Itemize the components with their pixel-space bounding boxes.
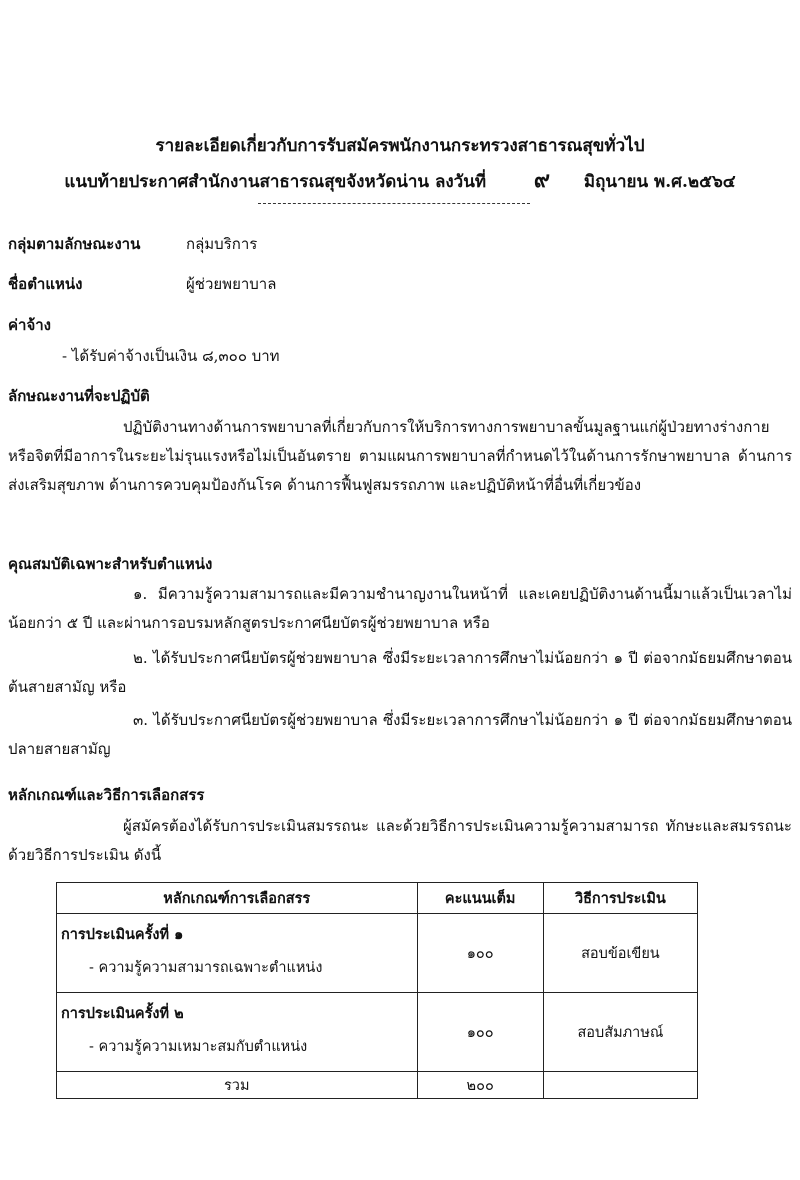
qualifications-heading: คุณสมบัติเฉพาะสำหรับตำแหน่ง xyxy=(8,555,213,573)
field-value: กลุ่มบริการ xyxy=(186,235,258,253)
field-label: ชื่อตำแหน่ง xyxy=(8,275,83,293)
field-label: กลุ่มตามลักษณะงาน xyxy=(8,235,141,253)
duties-heading: ลักษณะงานที่จะปฏิบัติ xyxy=(8,387,150,405)
assessment-item: - ความรู้ความสามารถเฉพาะตำแหน่ง xyxy=(89,960,323,976)
selection-text: ผู้สมัครต้องได้รับการประเมินสมรรถนะ และด้วยวิธีการประเมินความรู้ความสามารถ ทักษะและสมรรถนะ ด้วยวิธีการประเมิน ดังนี้ xyxy=(8,817,792,864)
qualification-item-1: ๑. มีความรู้ความสามารถและมีความชำนาญงานในหน้าที่ และเคยปฏิบัติงานด้านนี้มาแล้วเป็นเวลาไม่น้อยกว่า ๕ ปี และผ่านการอบรมหลักสูตรประกาศนียบัตรผู้ช่วยพยาบาล หรือ xyxy=(8,585,792,632)
total-label: รวม xyxy=(57,1072,418,1099)
score-cell: ๑๐๐ xyxy=(417,914,543,993)
field-value: ผู้ช่วยพยาบาล xyxy=(186,275,277,293)
document-subtitle xyxy=(0,162,800,197)
table-total-row xyxy=(57,1072,698,1099)
score-cell: ๑๐๐ xyxy=(417,993,543,1072)
assessment-round: การประเมินครั้งที่ ๑ xyxy=(61,926,184,943)
assessment-round: การประเมินครั้งที่ ๒ xyxy=(61,1005,184,1022)
wage-heading: ค่าจ้าง xyxy=(8,316,51,334)
qualification-item-3: ๓. ได้รับประกาศนียบัตรผู้ช่วยพยาบาล ซึ่งมีระยะเวลาการศึกษาไม่น้อยกว่า ๑ ปี ต่อจากมัธยมศึกษาตอนปลายสายสามัญ xyxy=(8,711,792,758)
criteria-table xyxy=(56,882,698,1099)
field-position xyxy=(8,272,276,296)
method-cell: สอบข้อเขียน xyxy=(543,914,697,993)
header-score: คะแนนเต็ม xyxy=(417,883,543,914)
table-row xyxy=(57,993,698,1072)
title-divider xyxy=(258,203,530,204)
assessment-item: - ความรู้ความเหมาะสมกับตำแหน่ง xyxy=(89,1039,308,1055)
subtitle-day: ๙ xyxy=(533,167,551,193)
header-method: วิธีการประเมิน xyxy=(543,883,697,914)
criteria-cell xyxy=(57,993,418,1072)
header-criteria: หลักเกณฑ์การเลือกสรร xyxy=(57,883,418,914)
subtitle-prefix: แนบท้ายประกาศสำนักงานสาธารณสุขจังหวัดน่าน ลงวันที่ xyxy=(64,172,487,192)
method-cell: สอบสัมภาษณ์ xyxy=(543,993,697,1072)
document-title: รายละเอียดเกี่ยวกับการรับสมัครพนักงานกระทรวงสาธารณสุขทั่วไป xyxy=(155,136,645,156)
total-score: ๒๐๐ xyxy=(417,1072,543,1099)
field-work-group xyxy=(8,232,257,256)
subtitle-suffix: มิถุนายน พ.ศ.๒๕๖๔ xyxy=(583,172,736,192)
table-row xyxy=(57,914,698,993)
total-method-empty xyxy=(543,1072,697,1099)
table-header-row xyxy=(57,883,698,914)
selection-heading: หลักเกณฑ์และวิธีการเลือกสรร xyxy=(8,786,205,804)
duties-text: ปฏิบัติงานทางด้านการพยาบาลที่เกี่ยวกับการให้บริการทางการพยาบาลขั้นมูลฐานแก่ผู้ป่วยทางร่างกายหรือจิตที่มีอาการในระยะไม่รุนแรงหรือไม่เป็นอันตราย ตามแผนการพยาบาลที่กำหนดไว้ในด้านการรักษาพยาบาล ด้านการส่งเสริมสุขภาพ ด้านการควบคุมป้องกันโรค ด้านการฟื้นฟูสมรรถภาพ และปฏิบัติหน้าที่อื่นที่เกี่ยวข้อง xyxy=(8,418,792,494)
criteria-cell xyxy=(57,914,418,993)
qualification-item-2: ๒. ได้รับประกาศนียบัตรผู้ช่วยพยาบาล ซึ่งมีระยะเวลาการศึกษาไม่น้อยกว่า ๑ ปี ต่อจากมัธยมศึกษาตอนต้นสายสามัญ หรือ xyxy=(8,649,792,696)
wage-text: - ได้รับค่าจ้างเป็นเงิน ๘,๓๐๐ บาท xyxy=(62,347,280,365)
